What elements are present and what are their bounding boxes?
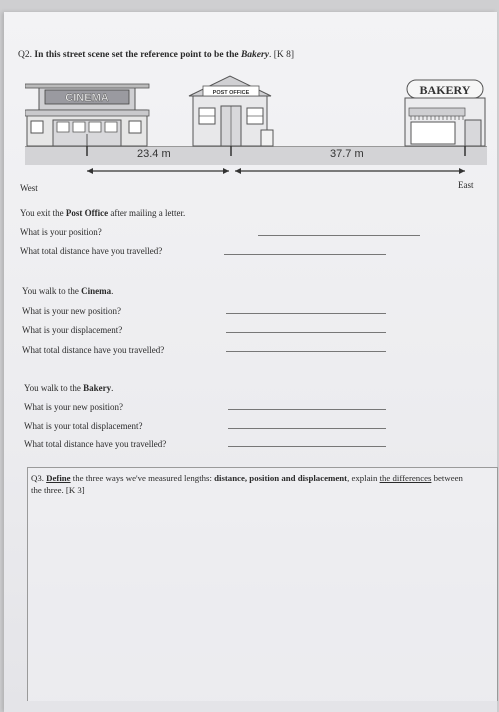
section3-answer-position[interactable] — [228, 409, 386, 410]
q3-define-word: Define — [46, 473, 71, 483]
section3-question-position: What is your new position? — [24, 402, 123, 412]
direction-west: West — [20, 183, 38, 193]
section1-answer-position[interactable] — [258, 235, 420, 236]
section3-intro: You walk to the Bakery. — [24, 383, 114, 393]
section2-question-displacement: What is your displacement? — [22, 325, 123, 335]
section2-location: Cinema — [81, 286, 112, 296]
q3-differences-word: the differences — [379, 473, 432, 483]
post-office-sign: POST OFFICE — [212, 90, 250, 96]
q3-prompt: Q3. Define the three ways we've measured lengths: distance, position and displacement, explain the differences between the three. [K 3] — [31, 473, 463, 495]
section2-intro: You walk to the Cinema. — [22, 286, 114, 296]
section3-question-distance: What total distance have you travelled? — [24, 439, 167, 449]
cinema-building — [25, 84, 149, 156]
section2-question-distance: What total distance have you travelled? — [22, 345, 165, 355]
q3-number: Q3. — [31, 473, 44, 483]
section3-question-displacement: What is your total displacement? — [24, 421, 143, 431]
q2-lead: In this street scene set the reference point to be the — [34, 50, 239, 60]
q3-answer-box[interactable] — [27, 467, 498, 701]
q2-heading — [18, 50, 294, 60]
section2-answer-distance[interactable] — [226, 351, 386, 352]
bakery-building — [405, 80, 485, 156]
section2-question-position: What is your new position? — [22, 306, 121, 316]
section1-answer-distance[interactable] — [224, 254, 386, 255]
section1-location: Post Office — [65, 208, 109, 218]
distance-postoffice-bakery: 37.7 m — [330, 148, 364, 160]
q2-tail: . [K 8] — [268, 50, 295, 60]
bakery-sign: BAKERY — [419, 83, 471, 97]
post-office-building — [189, 76, 273, 156]
section3-answer-displacement[interactable] — [228, 428, 386, 429]
section1-question-distance: What total distance have you travelled? — [20, 246, 163, 256]
section1-intro: You exit the Post Office after mailing a letter. — [20, 208, 186, 218]
street-illustration — [25, 74, 487, 182]
q2-number: Q2. — [18, 50, 32, 60]
distance-cinema-postoffice: 23.4 m — [137, 148, 171, 160]
section3-location: Bakery — [83, 383, 112, 393]
cinema-sign: CINEMA — [65, 92, 109, 104]
direction-east: East — [458, 180, 474, 190]
q2-reference-word: Bakery — [240, 50, 269, 60]
distance-arrows — [87, 168, 465, 174]
section1-question-position: What is your position? — [20, 227, 102, 237]
section2-answer-position[interactable] — [226, 313, 386, 314]
section3-answer-distance[interactable] — [228, 446, 386, 447]
q3-terms: distance, position and displacement — [214, 473, 348, 483]
street-scene — [25, 74, 487, 182]
section2-answer-displacement[interactable] — [226, 332, 386, 333]
